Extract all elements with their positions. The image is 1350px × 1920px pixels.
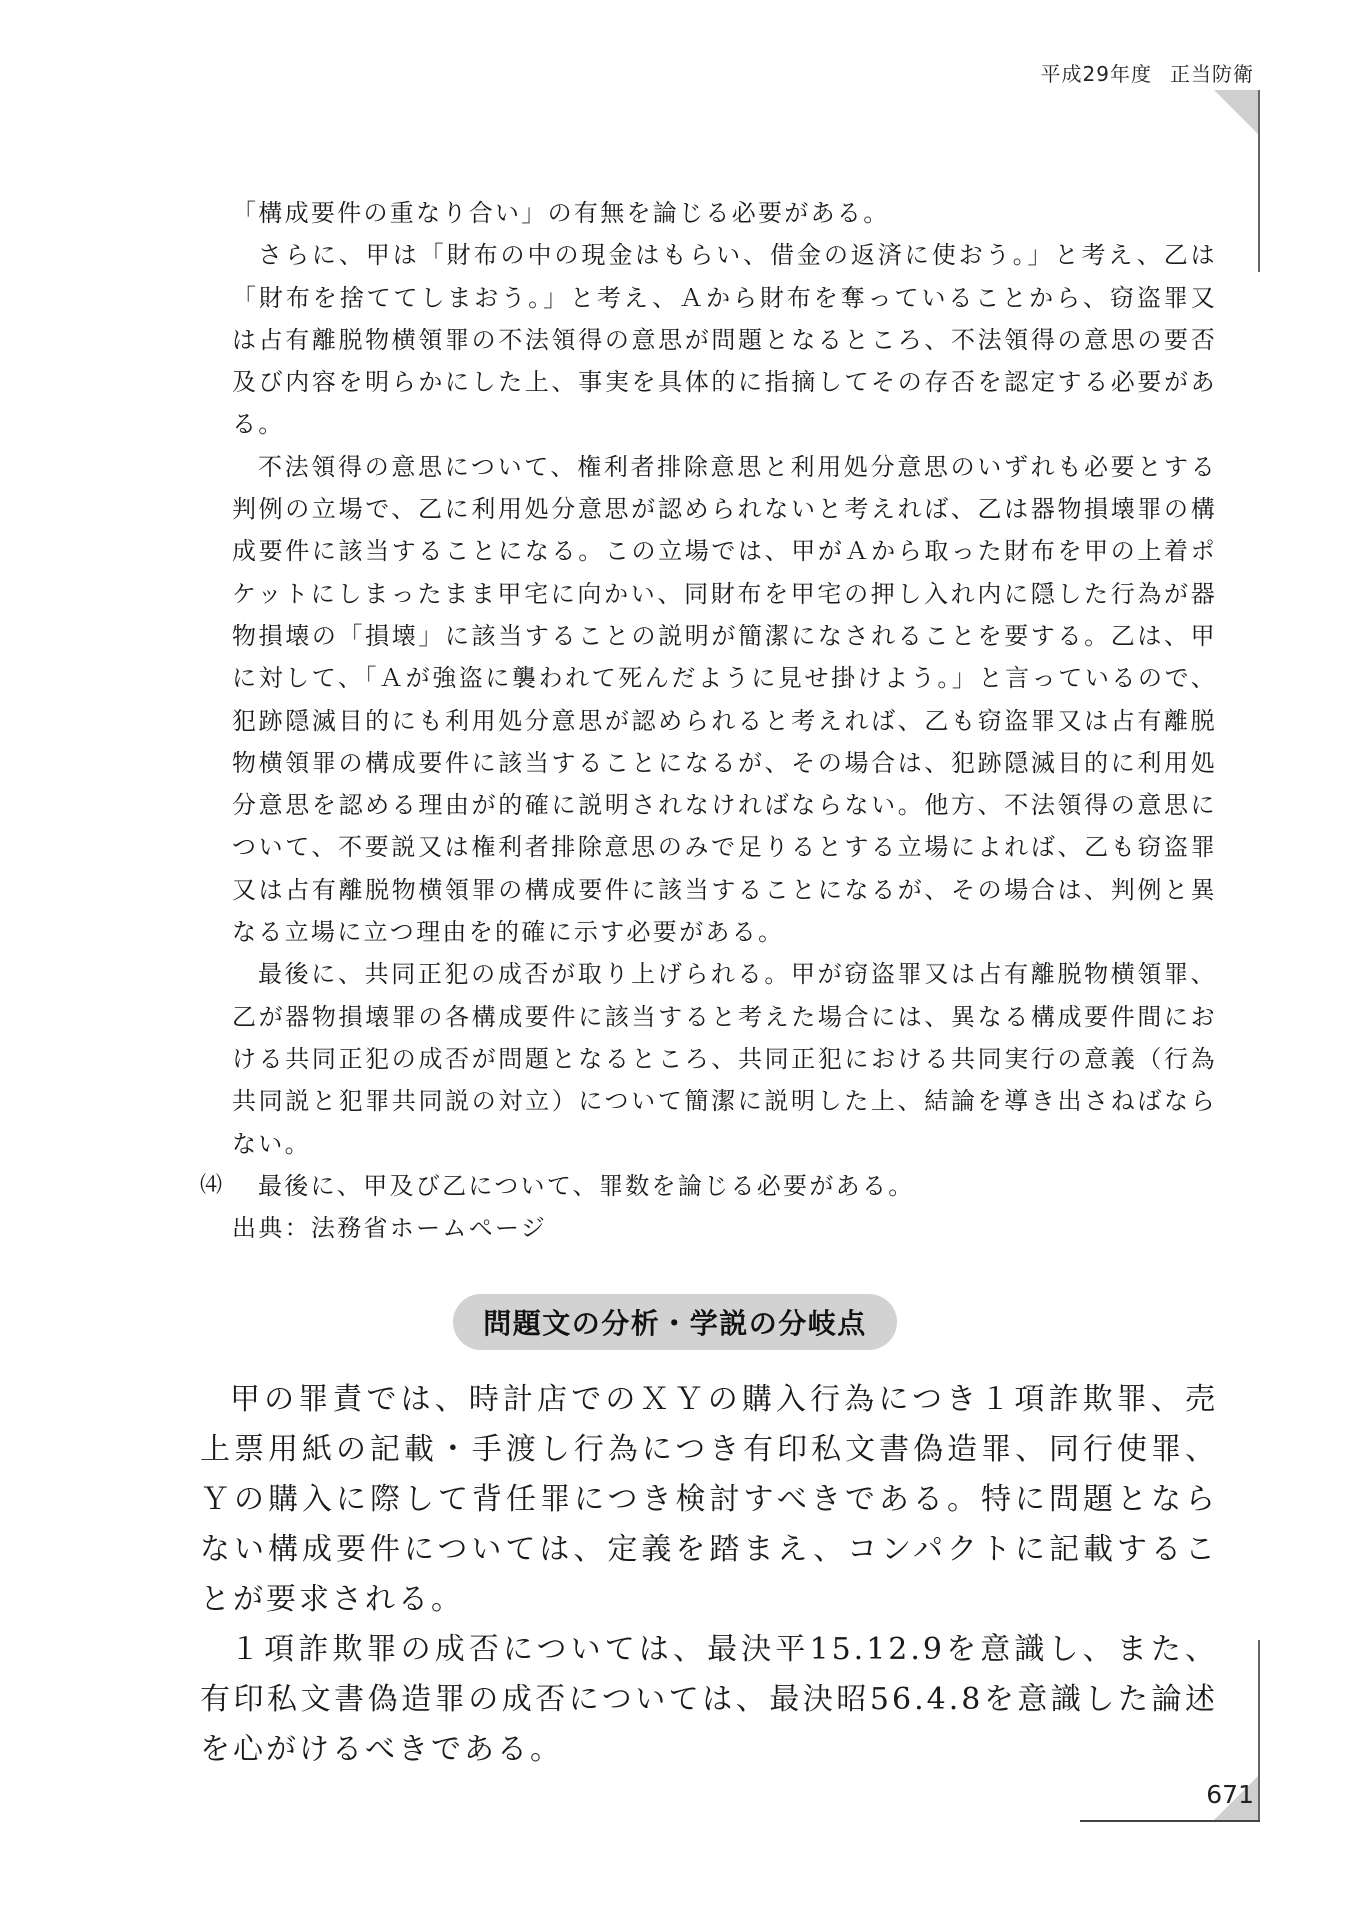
analysis-paragraph: 甲の罪責では、時計店でのＸＹの購入行為につき１項詐欺罪、売上票用紙の記載・手渡し行為につき有印私文書偽造罪、同行使罪、Ｙの購入に際して背任罪につき検討すべきである。特に問題とならない構成要件については、定義を踏まえ、コンパクトに記載することが要求される。 (200, 1382, 1218, 1617)
header-year: 平成29年度 (1040, 62, 1152, 86)
edge-rule-bottom (1258, 1640, 1260, 1820)
item-text: 最後に、甲及び乙について、罪数を論じる必要がある。 (258, 1171, 915, 1200)
commentary-paragraph: 「構成要件の重なり合い」の有無を論じる必要がある。 (232, 199, 890, 227)
running-header (1041, 58, 1254, 87)
item-number: ⑷ (200, 1172, 223, 1198)
edge-rule-top (1258, 90, 1260, 272)
section-title: 問題文の分析・学説の分岐点 (453, 1294, 897, 1350)
source-citation: 出典：法務省ホームページ (232, 1213, 548, 1242)
analysis-paragraph: １項詐欺罪の成否については、最決平15.12.9を意識し、また、有印私文書偽造罪の成否については、最決昭56.4.8を意識した論述を心がけるべきである。 (200, 1632, 1218, 1767)
commentary-paragraph: さらに、甲は「財布の中の現金はもらい、借金の返済に使おう。」と考え、乙は「財布を捨ててしまおう。」と考え、Ａから財布を奪っていることから、窃盗罪又は占有離脱物横領罪の不法領得の意思が問題となるところ、不法領得の意思の要否及び内容を明らかにした上、事実を具体的に指摘してその存否を認定する必要がある。 (232, 241, 1217, 439)
header-subject: 正当防衛 (1170, 62, 1254, 86)
commentary-paragraph: 最後に、共同正犯の成否が取り上げられる。甲が窃盗罪又は占有離脱物横領罪、乙が器物損壊罪の各構成要件に該当すると考えた場合には、異なる構成要件間における共同正犯の成否が問題となるところ、共同正犯における共同実行の意義（行為共同説と犯罪共同説の対立）について簡潔に説明した上、結論を導き出さねばならない。 (232, 960, 1217, 1158)
analysis-block (200, 1375, 1218, 1775)
numbered-item-4 (200, 1165, 1217, 1207)
commentary-block (200, 192, 1217, 1249)
page-number: 671 (1206, 1780, 1254, 1809)
section-heading-wrap (0, 1294, 1350, 1350)
corner-mark-top (1214, 90, 1258, 134)
commentary-paragraph: 不法領得の意思について、権利者排除意思と利用処分意思のいずれも必要とする判例の立場で、乙に利用処分意思が認められないと考えれば、乙は器物損壊罪の構成要件に該当することになる。この立場では、甲がＡから取った財布を甲の上着ポケットにしまったまま甲宅に向かい、同財布を甲宅の押し入れ内に隠した行為が器物損壊の「損壊」に該当することの説明が簡潔になされることを要する。乙は、甲に対して、「Ａが強盗に襲われて死んだように見せ掛けよう。」と言っているので、犯跡隠滅目的にも利用処分意思が認められると考えれば、乙も窃盗罪又は占有離脱物横領罪の構成要件に該当することになるが、その場合は、犯跡隠滅目的に利用処分意思を認める理由が的確に説明されなければならない。他方、不法領得の意思について、不要説又は権利者排除意思のみで足りるとする立場によれば、乙も窃盗罪又は占有離脱物横領罪の構成要件に該当することになるが、その場合は、判例と異なる立場に立つ理由を的確に示す必要がある。 (232, 452, 1217, 947)
footer-rule (1080, 1820, 1260, 1822)
